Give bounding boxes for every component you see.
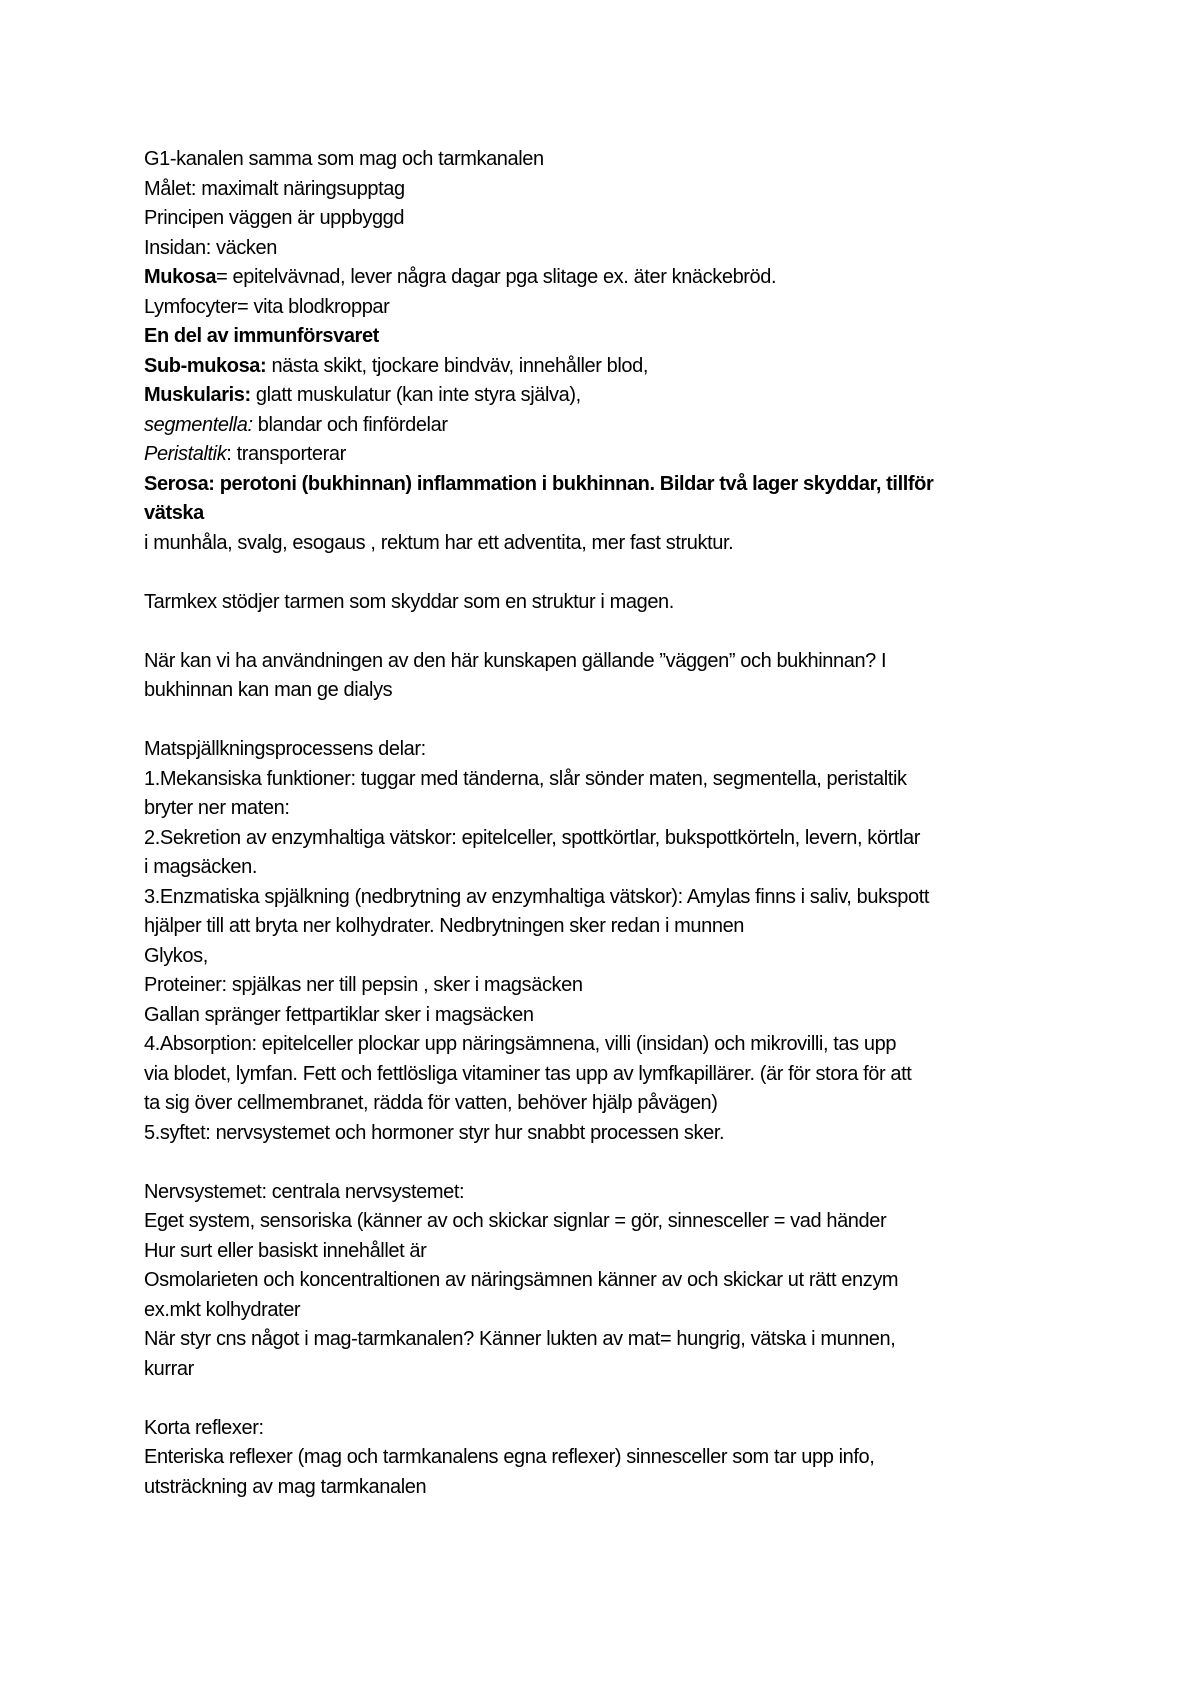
text-line: Principen väggen är uppbyggd xyxy=(144,207,405,229)
text-line: Tarmkex stödjer tarmen som skyddar som en struktur i magen. xyxy=(144,590,674,613)
text-line-bold xyxy=(144,322,1074,352)
text-line-serosa xyxy=(144,470,1074,500)
text-line-serosa-cont xyxy=(144,499,1074,529)
text-line: ex.mkt kolhydrater xyxy=(144,1298,301,1321)
text-line: När styr cns något i mag-tarmkanalen? Känner lukten av mat= hungrig, vätska i munnen, xyxy=(144,1328,896,1350)
text-line: bukhinnan kan man ge dialys xyxy=(144,679,393,701)
text-line: Insidan: väcken xyxy=(144,236,277,259)
definition-text: : transporterar xyxy=(226,443,346,465)
text-line: G1-kanalen samma som mag och tarmkanalen xyxy=(144,148,544,170)
text-line: i magsäcken. xyxy=(144,856,258,878)
text-line-peristaltik xyxy=(144,440,1074,470)
bold-text: Serosa: perotoni (bukhinnan) inflammation i bukhinnan. Bildar två lager skyddar, tillför xyxy=(144,472,934,495)
text-line: Nervsystemet: centrala nervsystemet: xyxy=(144,1180,465,1203)
text-line: Proteiner: spjälkas ner till pepsin , sker i magsäcken xyxy=(144,974,583,996)
definition-text: = epitelvävnad, lever några dagar pga slitage ex. äter knäckebröd. xyxy=(216,266,777,288)
blank-line xyxy=(144,1384,1074,1414)
text-line: 4.Absorption: epitelceller plockar upp näringsämnena, villi (insidan) och mikrovilli, tas upp xyxy=(144,1033,897,1055)
text-line: Enteriska reflexer (mag och tarmkanalens egna reflexer) sinnesceller som tar upp info, xyxy=(144,1446,875,1468)
definition-text: nästa skikt, tjockare bindväv, innehåller blod, xyxy=(266,354,649,377)
definition-text: blandar och finfördelar xyxy=(252,413,448,436)
blank-line xyxy=(144,706,1074,736)
text-line: När kan vi ha användningen av den här kunskapen gällande ”väggen” och bukhinnan? I xyxy=(144,649,887,672)
term-muskularis: Muskularis: xyxy=(144,384,251,406)
term-mukosa: Mukosa xyxy=(144,266,217,288)
text-line: Målet: maximalt näringsupptag xyxy=(144,177,405,200)
text-line: Gallan spränger fettpartiklar sker i magsäcken xyxy=(144,1003,534,1026)
term-peristaltik: Peristaltik xyxy=(144,443,227,465)
document-body xyxy=(144,145,1074,1502)
term-sub-mukosa: Sub-mukosa: xyxy=(144,354,267,377)
text-line-mukosa xyxy=(144,263,1074,293)
blank-line xyxy=(144,1148,1074,1178)
text-line: Matspjällkningsprocessens delar: xyxy=(144,738,426,760)
text-line: Glykos, xyxy=(144,944,208,967)
text-line: Korta reflexer: xyxy=(144,1416,264,1439)
bold-text: vätska xyxy=(144,502,204,524)
bold-text: En del av immunförsvaret xyxy=(144,325,379,347)
text-line: kurrar xyxy=(144,1357,194,1380)
text-line-sub-mukosa xyxy=(144,352,1074,382)
text-line: bryter ner maten: xyxy=(144,797,290,819)
term-segmentella: segmentella: xyxy=(144,413,253,436)
text-line: 2.Sekretion av enzymhaltiga vätskor: epitelceller, spottkörtlar, bukspottkörteln, levern, körtlar xyxy=(144,826,921,849)
blank-line xyxy=(144,617,1074,647)
text-line-muskularis xyxy=(144,381,1074,411)
text-line: Eget system, sensoriska (känner av och skickar signlar = gör, sinnesceller = vad händer xyxy=(144,1210,887,1232)
text-line-segmentella xyxy=(144,411,1074,441)
text-line: 5.syftet: nervsystemet och hormoner styr hur snabbt processen sker. xyxy=(144,1121,725,1144)
text-line: 1.Mekansiska funktioner: tuggar med tänderna, slår sönder maten, segmentella, peristaltik xyxy=(144,767,907,790)
text-line: i munhåla, svalg, esogaus , rektum har ett adventita, mer fast struktur. xyxy=(144,531,734,554)
text-line: utsträckning av mag tarmkanalen xyxy=(144,1475,427,1498)
text-line: Hur surt eller basiskt innehållet är xyxy=(144,1239,427,1262)
text-line: via blodet, lymfan. Fett och fettlösliga vitaminer tas upp av lymfkapillärer. (är för stora för att xyxy=(144,1062,912,1085)
text-line: Osmolarieten och koncentraltionen av näringsämnen känner av och skickar ut rätt enzym xyxy=(144,1269,899,1291)
definition-text: glatt muskulatur (kan inte styra själva), xyxy=(250,384,581,406)
text-line: Lymfocyter= vita blodkroppar xyxy=(144,295,390,318)
blank-line xyxy=(144,558,1074,588)
text-line: ta sig över cellmembranet, rädda för vatten, behöver hjälp påvägen) xyxy=(144,1092,718,1114)
text-line: 3.Enzmatiska spjälkning (nedbrytning av enzymhaltiga vätskor): Amylas finns i saliv, bukspott xyxy=(144,885,930,908)
text-line: hjälper till att bryta ner kolhydrater. Nedbrytningen sker redan i munnen xyxy=(144,915,745,937)
